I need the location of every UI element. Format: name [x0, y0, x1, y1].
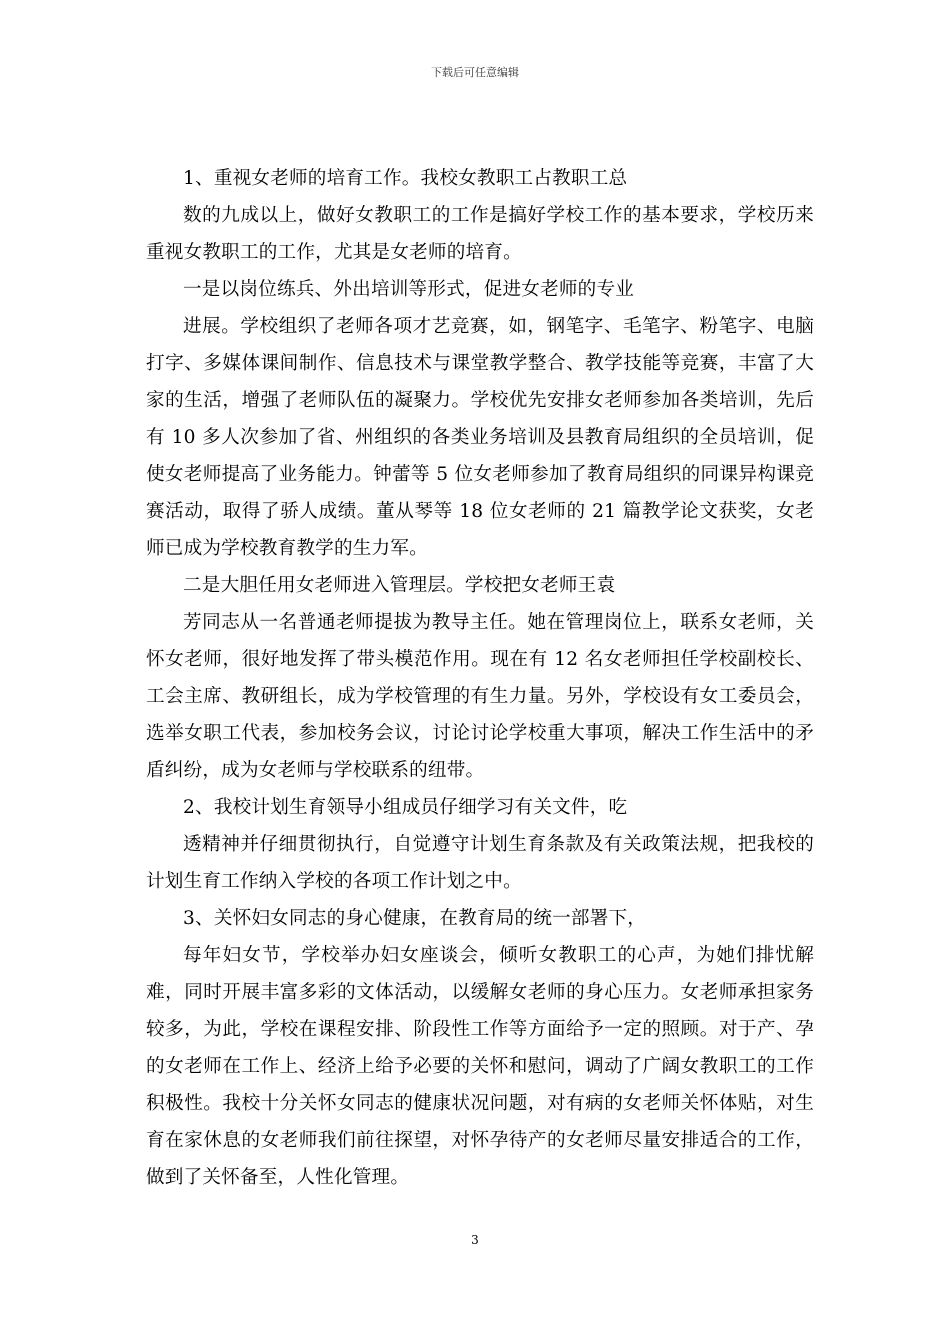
- paragraph-3: 一是以岗位练兵、外出培训等形式，促进女老师的专业: [183, 279, 635, 300]
- paragraph-4: 进展。学校组织了老师各项才艺竞赛，如，钢笔字、毛笔字、粉笔字、电脑打字、多媒体课间制作、信息技术与课堂教学整合、教学技能等竞赛，丰富了大家的生活，增强了老师队伍的凝聚力。学校优先安排女老师参加各类培训，先后有 10 多人次参加了省、州组织的各类业务培训及县教育局组织的全员培训，促使女老师提高了业务能力。钟蕾等 5 位女老师参加了教育局组织的同课异构课竞赛活动，取得了骄人成绩。董从琴等 18 位女老师的 21 篇教学论文获奖，女老师已成为学校教育教学的生力军。: [146, 316, 814, 559]
- paragraph-7: 2、我校计划生育领导小组成员仔细学习有关文件，吃: [183, 797, 628, 818]
- paragraph-10: 每年妇女节，学校举办妇女座谈会，倾听女教职工的心声，为她们排忧解难，同时开展丰富多彩的文体活动，以缓解女老师的身心压力。女老师承担家务较多，为此，学校在课程安排、阶段性工作等方面给予一定的照顾。对于产、孕的女老师在工作上、经济上给予必要的关怀和慰问，调动了广阔女教职工的工作积极性。我校十分关怀女同志的健康状况问题，对有病的女老师关怀体贴，对生育在家休息的女老师我们前往探望，对怀孕待产的女老师尽量安排适合的工作，做到了关怀备至，人性化管理。: [146, 945, 814, 1188]
- paragraph-6: 芳同志从一名普通老师提拔为教导主任。她在管理岗位上，联系女老师，关怀女老师，很好地发挥了带头模范作用。现在有 12 名女老师担任学校副校长、工会主席、教研组长，成为学校管理的有生力量。另外，学校设有女工委员会，选举女职工代表，参加校务会议，讨论讨论学校重大事项，解决工作生活中的矛盾纠纷，成为女老师与学校联系的纽带。: [146, 612, 814, 781]
- paragraph-9: 3、关怀妇女同志的身心健康，在教育局的统一部署下，: [183, 908, 647, 929]
- paragraph-1: 1、重视女老师的培育工作。我校女教职工占教职工总: [183, 168, 628, 189]
- paragraph-8: 透精神并仔细贯彻执行，自觉遵守计划生育条款及有关政策法规，把我校的计划生育工作纳入学校的各项工作计划之中。: [146, 834, 814, 892]
- page-header: 下载后可任意编辑: [431, 66, 519, 79]
- document-body: [146, 160, 814, 1196]
- page-number: 3: [471, 1233, 479, 1247]
- paragraph-5: 二是大胆任用女老师进入管理层。学校把女老师王袁: [183, 575, 616, 596]
- paragraph-2: 数的九成以上，做好女教职工的工作是搞好学校工作的基本要求，学校历来重视女教职工的工作，尤其是女老师的培育。: [146, 205, 814, 263]
